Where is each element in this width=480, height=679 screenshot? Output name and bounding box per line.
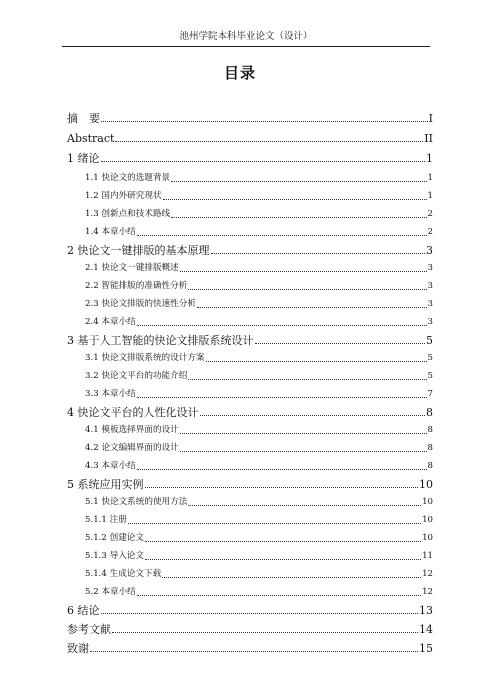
toc-entry-label: 1.1 快论文的选题背景 (85, 173, 171, 183)
toc-entry[interactable] (67, 457, 433, 473)
toc-page-number: 10 (422, 497, 433, 507)
toc-entry-label: 3.2 快论文平台的功能介绍 (85, 371, 188, 381)
toc-page-number: 1 (427, 173, 433, 183)
toc-entry[interactable] (67, 583, 433, 599)
toc-page-number: 3 (426, 244, 433, 257)
toc-entry[interactable] (67, 349, 433, 365)
toc-entry[interactable] (67, 385, 433, 401)
toc-dot-leader (145, 558, 421, 560)
toc-entry-label: 2.2 智能排版的准确性分析 (85, 281, 188, 291)
toc-entry-label: 5.2 本章小结 (85, 587, 136, 597)
toc-page-number: 8 (427, 461, 433, 471)
toc-page-number: I (428, 112, 433, 125)
toc-entry[interactable] (67, 223, 433, 239)
toc-entry[interactable] (67, 259, 433, 275)
running-header-text: 池州学院本科毕业论文（设计） (179, 31, 313, 42)
toc-entry[interactable] (67, 511, 433, 527)
toc-dot-leader (188, 378, 426, 380)
toc-page-number: 2 (427, 227, 433, 237)
toc-page-number: 10 (422, 515, 433, 525)
toc-dot-leader (137, 468, 427, 470)
toc-dot-leader (255, 342, 426, 344)
toc-entry[interactable] (67, 493, 433, 509)
toc-entry[interactable] (67, 277, 433, 293)
toc-entry[interactable] (67, 565, 433, 581)
toc-entry-label: 4.1 模板选择界面的设计 (85, 425, 179, 435)
toc-entry[interactable] (67, 187, 433, 203)
toc-entry-label: 致谢 (67, 642, 89, 655)
toc-dot-leader (137, 594, 421, 596)
toc-entry-label: 4.3 本章小结 (85, 461, 136, 471)
toc-page-number: 2 (427, 209, 433, 219)
toc-dot-leader (128, 522, 421, 524)
toc-entry-label: 1.3 创新点和技术路线 (85, 209, 171, 219)
toc-entry-label: 1.2 国内外研究现状 (85, 191, 162, 201)
toc-entry[interactable] (67, 639, 433, 655)
toc-entry[interactable] (67, 295, 433, 311)
toc-entry-label: 1.4 本章小结 (85, 227, 136, 237)
toc-entry[interactable] (67, 529, 433, 545)
toc-entry-label: 2.3 快论文排版的快速性分析 (85, 299, 196, 309)
toc-page-number: 3 (427, 263, 433, 273)
toc-page-number: 8 (427, 425, 433, 435)
toc-entry[interactable] (67, 129, 433, 145)
toc-dot-leader (145, 486, 419, 488)
toc-entry[interactable] (67, 331, 433, 347)
toc-dot-leader (180, 270, 427, 272)
toc-entry-label: 5.1.1 注册 (85, 515, 127, 525)
toc-entry-label: 5.1.3 导入论文 (85, 551, 144, 561)
toc-page-number: 5 (427, 371, 433, 381)
toc-entry-label: 5.1.2 创建论文 (85, 533, 144, 543)
toc-dot-leader (197, 306, 427, 308)
toc-entry-label: 参考文献 (67, 623, 111, 636)
toc-entry-label: 1 绪论 (67, 152, 100, 165)
toc-dot-leader (137, 324, 427, 326)
toc-dot-leader (162, 576, 421, 578)
toc-entry[interactable] (67, 475, 433, 491)
toc-dot-leader (101, 160, 426, 162)
toc-entry-label: 5.1 快论文系统的使用方法 (85, 497, 188, 507)
toc-entry[interactable] (67, 109, 433, 125)
toc-page-number: 8 (426, 406, 433, 419)
toc-entry[interactable] (67, 205, 433, 221)
toc-entry-label: 2.1 快论文一键排版概述 (85, 263, 179, 273)
toc-page-number: 7 (427, 389, 433, 399)
toc-entry[interactable] (67, 241, 433, 257)
toc-dot-leader (145, 540, 421, 542)
toc-page-number: 3 (427, 317, 433, 327)
toc-dot-leader (101, 120, 428, 122)
toc-entry-label: 5 系统应用实例 (67, 478, 144, 491)
toc-entry[interactable] (67, 313, 433, 329)
toc-entry-label: 3.1 快论文排版系统的设计方案 (85, 353, 205, 363)
toc-dot-leader (180, 432, 427, 434)
toc-dot-leader (188, 504, 421, 506)
toc-page-number: 1 (427, 191, 433, 201)
toc-entry-label: 4.2 论文编辑界面的设计 (85, 443, 179, 453)
toc-entry-label: 6 结论 (67, 604, 100, 617)
toc-dot-leader (180, 450, 427, 452)
toc-page-number: 5 (426, 334, 433, 347)
running-header (62, 28, 430, 47)
toc-entry[interactable] (67, 601, 433, 617)
toc-entry[interactable] (67, 367, 433, 383)
toc-page-number: 1 (426, 152, 433, 165)
toc-entry-label: 3.3 本章小结 (85, 389, 136, 399)
toc-dot-leader (200, 414, 426, 416)
toc-dot-leader (137, 396, 427, 398)
toc-dot-leader (211, 252, 426, 254)
toc-page-number: 13 (419, 604, 433, 617)
toc-dot-leader (137, 234, 427, 236)
toc-entry[interactable] (67, 403, 433, 419)
toc-entry-label: 2 快论文一键排版的基本原理 (67, 244, 210, 257)
toc-page-number: 5 (427, 353, 433, 363)
toc-page-number: 10 (419, 478, 433, 491)
toc-dot-leader (101, 612, 419, 614)
toc-entry-label: 4 快论文平台的人性化设计 (67, 406, 199, 419)
toc-entry-label: 摘 要 (67, 112, 100, 125)
toc-dot-leader (90, 650, 418, 652)
toc-title: 目录 (223, 64, 256, 82)
toc-entry[interactable] (67, 439, 433, 455)
toc-dot-leader (112, 631, 418, 633)
toc-entry-label: 5.1.4 生成论文下载 (85, 569, 162, 579)
toc-entry[interactable] (67, 421, 433, 437)
toc-entry[interactable] (67, 149, 433, 165)
toc-page-number: 3 (427, 299, 433, 309)
toc-page-number: 10 (422, 533, 433, 543)
toc-entry-label: 2.4 本章小结 (85, 317, 136, 327)
toc-dot-leader (188, 288, 426, 290)
toc-entry-label: 3 基于人工智能的快论文排版系统设计 (67, 334, 254, 347)
toc-page-number: 11 (422, 551, 433, 561)
toc-entry-label: Abstract (67, 132, 115, 145)
toc-page-number: 14 (419, 623, 433, 636)
toc-page-number: 3 (427, 281, 433, 291)
toc-entry[interactable] (67, 169, 433, 185)
toc-entry[interactable] (67, 620, 433, 636)
toc-dot-leader (171, 180, 426, 182)
toc-entry[interactable] (67, 547, 433, 563)
toc-page-number: II (424, 132, 433, 145)
toc-dot-leader (115, 140, 423, 142)
toc-page-number: 15 (419, 642, 433, 655)
toc-dot-leader (163, 198, 427, 200)
toc-dot-leader (206, 360, 427, 362)
toc-dot-leader (171, 216, 426, 218)
toc-page-number: 8 (427, 443, 433, 453)
toc-page-number: 12 (422, 569, 433, 579)
toc-page-number: 12 (422, 587, 433, 597)
